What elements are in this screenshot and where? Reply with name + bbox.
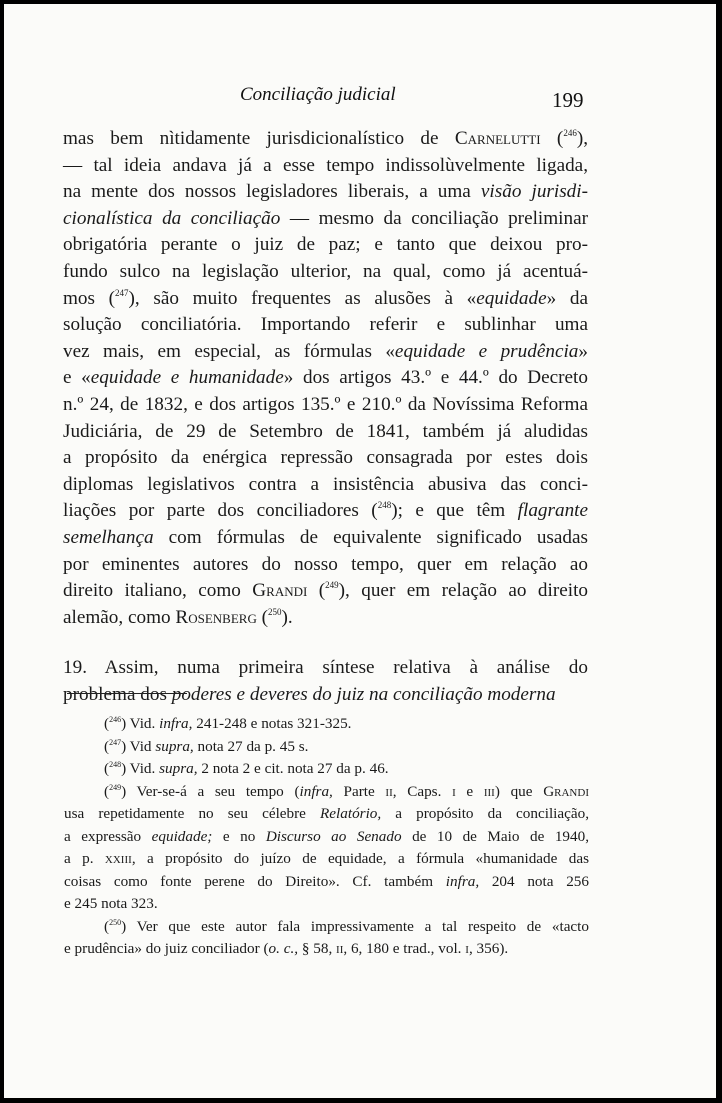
footnote-ref[interactable]: 249: [325, 580, 339, 591]
text-line: fundo sulco na legislação ulterior, na qual, como já acentuá-: [63, 260, 588, 282]
text-line: ($^{246}$) Vid. infra, 241-248 e notas 321-325.: [104, 715, 352, 732]
text-line: obrigatória perante o juiz de paz; e tanto que deixou pro-: [63, 234, 588, 256]
text-line: a propósito da enérgica repressão consagrada por estes dois: [63, 447, 588, 469]
text-line: ($^{250}$) Ver que este autor fala impressivamente a tal respeito de «tacto: [104, 917, 589, 935]
text-line: problema dos poderes e deveres do juiz na conciliação moderna: [63, 683, 556, 705]
paragraph-2: [63, 655, 588, 708]
text-line: diplomas legislativos contra a insistência abusiva das conci-: [63, 473, 588, 495]
running-title: Conciliação judicial: [240, 84, 396, 105]
footnote-250: [64, 916, 589, 961]
footnote-ref[interactable]: 248: [377, 500, 392, 511]
footnote-247: [64, 736, 589, 759]
text-line: e 245 nota 323.: [64, 895, 158, 912]
text-line: alemão, como Rosenberg ($^{250}$).: [63, 606, 293, 628]
footnote-ref[interactable]: 250: [268, 606, 282, 617]
footnote-separator: [67, 693, 187, 694]
text-line: solução conciliatória. Importando referir e sublinhar uma: [63, 314, 588, 336]
text-line: n.º 24, de 1832, e dos artigos 135.º e 210.º da Novíssima Reforma: [63, 393, 588, 415]
text-line: ($^{248}$) Vid. supra, 2 nota 2 e cit. nota 27 da p. 46.: [104, 760, 389, 777]
footnotes: [64, 713, 589, 961]
footnote-246: [64, 713, 589, 736]
text-line: ($^{247}$) Vid supra, nota 27 da p. 45 s.: [104, 737, 309, 755]
page-header: [4, 84, 716, 114]
text-line: mos ($^{247}$), são muito frequentes as alusões à «equidade» da: [63, 287, 588, 309]
text-line: na mente dos nossos legisladores liberais, a uma visão jurisdi-: [63, 181, 588, 203]
text-line: direito italiano, como Grandi ($^{249}$), quer em relação ao direito: [63, 580, 589, 602]
text-line: usa repetidamente no seu célebre Relatório, a propósito da conciliação,: [64, 805, 589, 822]
text-line: por eminentes autores do nosso tempo, quer em relação ao: [63, 553, 588, 575]
page-number: 199: [552, 88, 584, 112]
author-name: Grandi: [252, 580, 308, 602]
footnote-249: [64, 781, 589, 916]
text-line: a p. xxiii, a propósito do juízo de equidade, a fórmula «humanidade das: [64, 850, 589, 867]
author-name: Rosenberg: [175, 606, 257, 628]
text-line: vez mais, em especial, as fórmulas «equidade e prudência»: [63, 340, 588, 362]
book-page: [4, 4, 716, 1098]
footnote-248: [64, 758, 589, 781]
author-name: Carnelutti: [454, 128, 541, 149]
author-name: Grandi: [543, 782, 589, 800]
text-line: semelhança com fórmulas de equivalente significado usadas: [63, 526, 588, 548]
text-line: mas bem nìtidamente jurisdicionalístico de Carnelutti ($^{246}$),: [63, 128, 588, 149]
text-line: e prudência» do juiz conciliador (o. c., § 58, ii, 6, 180 e trad., vol. i, 356).: [64, 940, 509, 957]
text-line: a expressão equidade; e no Discurso ao Senado de 10 de Maio de 1940,: [64, 827, 589, 845]
text-line: cionalística da conciliação — mesmo da conciliação preliminar: [63, 207, 588, 229]
text-line: Judiciária, de 29 de Setembro de 1841, também já aludidas: [63, 420, 588, 442]
text-line: — tal ideia andava já a esse tempo indissolùvelmente ligada,: [63, 154, 588, 176]
text-line: liações por parte dos conciliadores ($^{248}$); e que têm flagrante: [63, 500, 589, 522]
text-line: 19. Assim, numa primeira síntese relativa à análise do: [63, 657, 588, 679]
text-line: e «equidade e humanidade» dos artigos 43.º e 44.º do Decreto: [63, 367, 588, 389]
footnote-ref[interactable]: 246: [563, 128, 577, 138]
text-line: coisas como fonte perene do Direito». Cf. também infra, 204 nota 256: [64, 872, 589, 890]
footnote-ref[interactable]: 247: [115, 287, 129, 298]
text-line: ($^{249}$) Ver-se-á a seu tempo (infra, Parte ii, Caps. i e iii) que Grandi: [104, 782, 589, 800]
main-text: [63, 126, 588, 708]
paragraph-1: [63, 126, 588, 631]
